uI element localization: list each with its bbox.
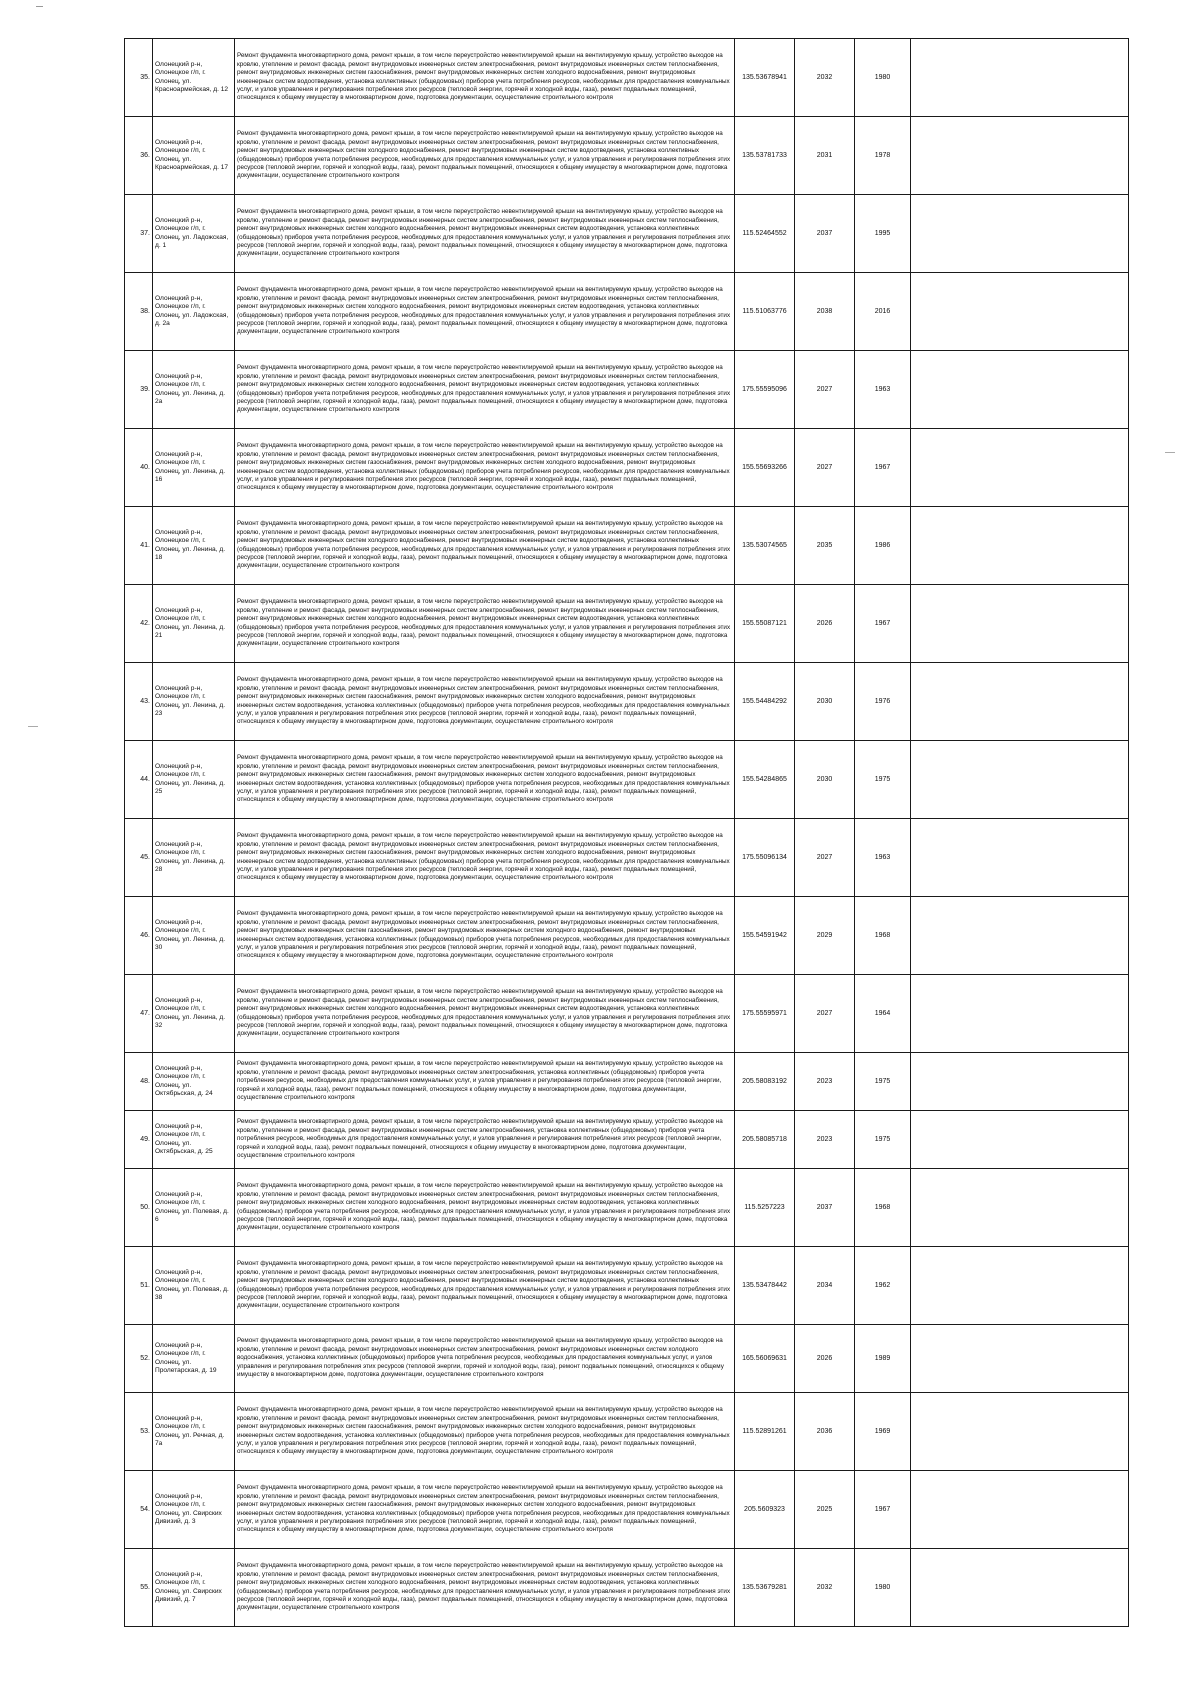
construction-year: 1995 xyxy=(855,195,911,273)
repair-works-list: Ремонт фундамента многоквартирного дома, ремонт крыши, в том числе переустройство невентилируемой крыши на вентилируемую крышу, устройство выходов на кровлю, утепление и ремонт фасада, ремонт внутридомовых инженерных систем электроснабжения, ремонт внутридомовых инженерных систем теплоснабжения, ремонт внутридомовых инженерных систем холодного водоснабжения, ремонт внутридомовых инженерных систем водоотведения, установка коллективных (общедомовых) приборов учета потребления ресурсов, необходимых для предоставления коммунальных услуг, и узлов управления и регулирования потребления этих ресурсов (тепловой энергии, горячей и холодной воды, газа), ремонт подвальных помещений, относящихся к общему имуществу в многоквартирном доме, подготовка документации, осуществление строительного контроля xyxy=(235,1169,735,1247)
house-address: Олонецкий р-н, Олонецкое г/п, г. Олонец, ул. Октябрьская, д. 25 xyxy=(153,1111,235,1169)
row-number: 53. xyxy=(125,1393,153,1471)
total-area: 165.56069631 xyxy=(735,1325,795,1393)
total-area: 175.55595096 xyxy=(735,351,795,429)
empty-cell xyxy=(911,1247,1129,1325)
repair-works-list: Ремонт фундамента многоквартирного дома, ремонт крыши, в том числе переустройство невентилируемой крыши на вентилируемую крышу, устройство выходов на кровлю, утепление и ремонт фасада, ремонт внутридомовых инженерных систем электроснабжения, установка коллективных (общедомовых) приборов учета потребления ресурсов, необходимых для предоставления коммунальных услуг, и узлов управления и регулирования потребления этих ресурсов (тепловой энергии, горячей и холодной воды, газа), ремонт подвальных помещений, относящихся к общему имуществу в многоквартирном доме, подготовка документации, осуществление строительного контроля xyxy=(235,1111,735,1169)
house-address: Олонецкий р-н, Олонецкое г/п, г. Олонец, ул. Ленина, д. 25 xyxy=(153,741,235,819)
repair-works-list: Ремонт фундамента многоквартирного дома, ремонт крыши, в том числе переустройство невентилируемой крыши на вентилируемую крышу, устройство выходов на кровлю, утепление и ремонт фасада, ремонт внутридомовых инженерных систем электроснабжения, ремонт внутридомовых инженерных систем теплоснабжения, ремонт внутридомовых инженерных систем холодного водоснабжения, ремонт внутридомовых инженерных систем водоотведения, установка коллективных (общедомовых) приборов учета потребления ресурсов, необходимых для предоставления коммунальных услуг, и узлов управления и регулирования потребления этих ресурсов (тепловой энергии, горячей и холодной воды, газа), ремонт подвальных помещений, относящихся к общему имуществу в многоквартирном доме, подготовка документации, осуществление строительного контроля xyxy=(235,975,735,1053)
total-area: 155.55087121 xyxy=(735,585,795,663)
planned-repair-year: 2037 xyxy=(795,195,855,273)
table-row xyxy=(125,273,1129,351)
row-number: 45. xyxy=(125,819,153,897)
house-address: Олонецкий р-н, Олонецкое г/п, г. Олонец, ул. Пролетарская, д. 19 xyxy=(153,1325,235,1393)
house-address: Олонецкий р-н, Олонецкое г/п, г. Олонец, ул. Полевая, д. 38 xyxy=(153,1247,235,1325)
row-number: 49. xyxy=(125,1111,153,1169)
empty-cell xyxy=(911,273,1129,351)
row-number: 38. xyxy=(125,273,153,351)
construction-year: 1978 xyxy=(855,117,911,195)
construction-year: 1968 xyxy=(855,1169,911,1247)
repair-works-list: Ремонт фундамента многоквартирного дома, ремонт крыши, в том числе переустройство невентилируемой крыши на вентилируемую крышу, устройство выходов на кровлю, утепление и ремонт фасада, ремонт внутридомовых инженерных систем электроснабжения, ремонт внутридомовых инженерных систем теплоснабжения, ремонт внутридомовых инженерных систем холодного водоснабжения, ремонт внутридомовых инженерных систем водоотведения, установка коллективных (общедомовых) приборов учета потребления ресурсов, необходимых для предоставления коммунальных услуг, и узлов управления и регулирования потребления этих ресурсов (тепловой энергии, горячей и холодной воды, газа), ремонт подвальных помещений, относящихся к общему имуществу в многоквартирном доме, подготовка документации, осуществление строительного контроля xyxy=(235,1247,735,1325)
planned-repair-year: 2031 xyxy=(795,117,855,195)
total-area: 155.54284865 xyxy=(735,741,795,819)
total-area: 175.55595971 xyxy=(735,975,795,1053)
table-row xyxy=(125,663,1129,741)
total-area: 205.5609323 xyxy=(735,1471,795,1549)
construction-year: 2016 xyxy=(855,273,911,351)
house-address: Олонецкий р-н, Олонецкое г/п, г. Олонец, ул. Ленина, д. 32 xyxy=(153,975,235,1053)
total-area: 135.53678941 xyxy=(735,39,795,117)
total-area: 155.55693266 xyxy=(735,429,795,507)
repair-works-list: Ремонт фундамента многоквартирного дома, ремонт крыши, в том числе переустройство невентилируемой крыши на вентилируемую крышу, устройство выходов на кровлю, утепление и ремонт фасада, ремонт внутридомовых инженерных систем электроснабжения, ремонт внутридомовых инженерных систем теплоснабжения, ремонт внутридомовых инженерных систем холодного водоснабжения, ремонт внутридомовых инженерных систем водоотведения, установка коллективных (общедомовых) приборов учета потребления ресурсов, необходимых для предоставления коммунальных услуг, и узлов управления и регулирования потребления этих ресурсов (тепловой энергии, горячей и холодной воды, газа), ремонт подвальных помещений, относящихся к общему имуществу в многоквартирном доме, подготовка документации, осуществление строительного контроля xyxy=(235,351,735,429)
repair-works-list: Ремонт фундамента многоквартирного дома, ремонт крыши, в том числе переустройство невентилируемой крыши на вентилируемую крышу, устройство выходов на кровлю, утепление и ремонт фасада, ремонт внутридомовых инженерных систем электроснабжения, установка коллективных (общедомовых) приборов учета потребления ресурсов, необходимых для предоставления коммунальных услуг, и узлов управления и регулирования потребления этих ресурсов (тепловой энергии, горячей и холодной воды, газа), ремонт подвальных помещений, относящихся к общему имуществу в многоквартирном доме, подготовка документации, осуществление строительного контроля xyxy=(235,1053,735,1111)
row-number: 48. xyxy=(125,1053,153,1111)
empty-cell xyxy=(911,1471,1129,1549)
planned-repair-year: 2029 xyxy=(795,897,855,975)
planned-repair-year: 2023 xyxy=(795,1111,855,1169)
empty-cell xyxy=(911,351,1129,429)
total-area: 135.53478442 xyxy=(735,1247,795,1325)
table-row xyxy=(125,507,1129,585)
row-number: 44. xyxy=(125,741,153,819)
planned-repair-year: 2027 xyxy=(795,351,855,429)
planned-repair-year: 2025 xyxy=(795,1471,855,1549)
table-row xyxy=(125,1549,1129,1627)
table-body xyxy=(125,39,1129,1627)
empty-cell xyxy=(911,1169,1129,1247)
repair-works-list: Ремонт фундамента многоквартирного дома, ремонт крыши, в том числе переустройство невентилируемой крыши на вентилируемую крышу, устройство выходов на кровлю, утепление и ремонт фасада, ремонт внутридомовых инженерных систем электроснабжения, ремонт внутридомовых инженерных систем теплоснабжения, ремонт внутридомовых инженерных систем газоснабжения, ремонт внутридомовых инженерных систем холодного водоснабжения, ремонт внутридомовых инженерных систем водоотведения, установка коллективных (общедомовых) приборов учета потребления ресурсов, необходимых для предоставления коммунальных услуг, и узлов управления и регулирования потребления этих ресурсов (тепловой энергии, горячей и холодной воды, газа), ремонт подвальных помещений, относящихся к общему имуществу в многоквартирном доме, подготовка документации, осуществление строительного контроля xyxy=(235,1393,735,1471)
table-row xyxy=(125,39,1129,117)
table-row xyxy=(125,741,1129,819)
total-area: 115.5257223 xyxy=(735,1169,795,1247)
total-area: 205.58085718 xyxy=(735,1111,795,1169)
table-row xyxy=(125,1169,1129,1247)
row-number: 36. xyxy=(125,117,153,195)
construction-year: 1989 xyxy=(855,1325,911,1393)
empty-cell xyxy=(911,897,1129,975)
row-number: 40. xyxy=(125,429,153,507)
row-number: 43. xyxy=(125,663,153,741)
house-address: Олонецкий р-н, Олонецкое г/п, г. Олонец, ул. Ладожская, д. 1 xyxy=(153,195,235,273)
construction-year: 1975 xyxy=(855,1111,911,1169)
planned-repair-year: 2023 xyxy=(795,1053,855,1111)
planned-repair-year: 2035 xyxy=(795,507,855,585)
house-address: Олонецкий р-н, Олонецкое г/п, г. Олонец, ул. Речная, д. 7а xyxy=(153,1393,235,1471)
row-number: 41. xyxy=(125,507,153,585)
total-area: 115.52464552 xyxy=(735,195,795,273)
house-address: Олонецкий р-н, Олонецкое г/п, г. Олонец, ул. Ленина, д. 30 xyxy=(153,897,235,975)
table-row xyxy=(125,117,1129,195)
construction-year: 1980 xyxy=(855,1549,911,1627)
empty-cell xyxy=(911,1053,1129,1111)
planned-repair-year: 2026 xyxy=(795,1325,855,1393)
repair-works-list: Ремонт фундамента многоквартирного дома, ремонт крыши, в том числе переустройство невентилируемой крыши на вентилируемую крышу, устройство выходов на кровлю, утепление и ремонт фасада, ремонт внутридомовых инженерных систем электроснабжения, ремонт внутридомовых инженерных систем теплоснабжения, ремонт внутридомовых инженерных систем холодного водоснабжения, ремонт внутридомовых инженерных систем водоотведения, установка коллективных (общедомовых) приборов учета потребления ресурсов, необходимых для предоставления коммунальных услуг, и узлов управления и регулирования потребления этих ресурсов (тепловой энергии, горячей и холодной воды, газа), ремонт подвальных помещений, относящихся к общему имуществу в многоквартирном доме, подготовка документации, осуществление строительного контроля xyxy=(235,273,735,351)
planned-repair-year: 2034 xyxy=(795,1247,855,1325)
empty-cell xyxy=(911,663,1129,741)
total-area: 115.52891261 xyxy=(735,1393,795,1471)
empty-cell xyxy=(911,507,1129,585)
scan-edge-mark-left xyxy=(28,726,38,727)
repair-works-list: Ремонт фундамента многоквартирного дома, ремонт крыши, в том числе переустройство невентилируемой крыши на вентилируемую крышу, устройство выходов на кровлю, утепление и ремонт фасада, ремонт внутридомовых инженерных систем электроснабжения, ремонт внутридомовых инженерных систем теплоснабжения, ремонт внутридомовых инженерных систем холодного водоснабжения, ремонт внутридомовых инженерных систем водоотведения, установка коллективных (общедомовых) приборов учета потребления ресурсов, необходимых для предоставления коммунальных услуг, и узлов управления и регулирования потребления этих ресурсов (тепловой энергии, горячей и холодной воды, газа), ремонт подвальных помещений, относящихся к общему имуществу в многоквартирном доме, подготовка документации, осуществление строительного контроля xyxy=(235,117,735,195)
house-address: Олонецкий р-н, Олонецкое г/п, г. Олонец, ул. Ленина, д. 23 xyxy=(153,663,235,741)
house-address: Олонецкий р-н, Олонецкое г/п, г. Олонец, ул. Ленина, д. 16 xyxy=(153,429,235,507)
planned-repair-year: 2038 xyxy=(795,273,855,351)
house-address: Олонецкий р-н, Олонецкое г/п, г. Олонец, ул. Свирских Дивизий, д. 7 xyxy=(153,1549,235,1627)
table-row xyxy=(125,429,1129,507)
repair-works-list: Ремонт фундамента многоквартирного дома, ремонт крыши, в том числе переустройство невентилируемой крыши на вентилируемую крышу, устройство выходов на кровлю, утепление и ремонт фасада, ремонт внутридомовых инженерных систем электроснабжения, ремонт внутридомовых инженерных систем холодного водоснабжения, установка коллективных (общедомовых) приборов учета потребления ресурсов, необходимых для предоставления коммунальных услуг, и узлов управления и регулирования потребления этих ресурсов (тепловой энергии, горячей и холодной воды, газа), ремонт подвальных помещений, относящихся к общему имуществу в многоквартирном доме, подготовка документации, осуществление строительного контроля xyxy=(235,1325,735,1393)
house-address: Олонецкий р-н, Олонецкое г/п, г. Олонец, ул. Ленина, д. 18 xyxy=(153,507,235,585)
empty-cell xyxy=(911,117,1129,195)
repair-works-list: Ремонт фундамента многоквартирного дома, ремонт крыши, в том числе переустройство невентилируемой крыши на вентилируемую крышу, устройство выходов на кровлю, утепление и ремонт фасада, ремонт внутридомовых инженерных систем электроснабжения, ремонт внутридомовых инженерных систем теплоснабжения, ремонт внутридомовых инженерных систем газоснабжения, ремонт внутридомовых инженерных систем холодного водоснабжения, ремонт внутридомовых инженерных систем водоотведения, установка коллективных (общедомовых) приборов учета потребления ресурсов, необходимых для предоставления коммунальных услуг, и узлов управления и регулирования потребления этих ресурсов (тепловой энергии, горячей и холодной воды, газа), ремонт подвальных помещений, относящихся к общему имуществу в многоквартирном доме, подготовка документации, осуществление строительного контроля xyxy=(235,897,735,975)
house-address: Олонецкий р-н, Олонецкое г/п, г. Олонец, ул. Полевая, д. 6 xyxy=(153,1169,235,1247)
construction-year: 1963 xyxy=(855,819,911,897)
total-area: 205.58083192 xyxy=(735,1053,795,1111)
table-row xyxy=(125,975,1129,1053)
planned-repair-year: 2030 xyxy=(795,663,855,741)
house-address: Олонецкий р-н, Олонецкое г/п, г. Олонец, ул. Ленина, д. 2а xyxy=(153,351,235,429)
scan-edge-mark xyxy=(36,6,43,12)
table-row xyxy=(125,1111,1129,1169)
table-row xyxy=(125,1325,1129,1393)
house-address: Олонецкий р-н, Олонецкое г/п, г. Олонец, ул. Октябрьская, д. 24 xyxy=(153,1053,235,1111)
house-address: Олонецкий р-н, Олонецкое г/п, г. Олонец, ул. Красноармейская, д. 17 xyxy=(153,117,235,195)
empty-cell xyxy=(911,1393,1129,1471)
row-number: 54. xyxy=(125,1471,153,1549)
total-area: 135.53679281 xyxy=(735,1549,795,1627)
table-row xyxy=(125,897,1129,975)
row-number: 55. xyxy=(125,1549,153,1627)
total-area: 175.55096134 xyxy=(735,819,795,897)
house-address: Олонецкий р-н, Олонецкое г/п, г. Олонец, ул. Красноармейская, д. 12 xyxy=(153,39,235,117)
construction-year: 1967 xyxy=(855,1471,911,1549)
table-row xyxy=(125,351,1129,429)
construction-year: 1975 xyxy=(855,1053,911,1111)
empty-cell xyxy=(911,585,1129,663)
table-row xyxy=(125,819,1129,897)
construction-year: 1964 xyxy=(855,975,911,1053)
row-number: 47. xyxy=(125,975,153,1053)
repair-works-list: Ремонт фундамента многоквартирного дома, ремонт крыши, в том числе переустройство невентилируемой крыши на вентилируемую крышу, устройство выходов на кровлю, утепление и ремонт фасада, ремонт внутридомовых инженерных систем электроснабжения, ремонт внутридомовых инженерных систем теплоснабжения, ремонт внутридомовых инженерных систем холодного водоснабжения, ремонт внутридомовых инженерных систем водоотведения, установка коллективных (общедомовых) приборов учета потребления ресурсов, необходимых для предоставления коммунальных услуг, и узлов управления и регулирования потребления этих ресурсов (тепловой энергии, горячей и холодной воды, газа), ремонт подвальных помещений, относящихся к общему имуществу в многоквартирном доме, подготовка документации, осуществление строительного контроля xyxy=(235,195,735,273)
repair-works-list: Ремонт фундамента многоквартирного дома, ремонт крыши, в том числе переустройство невентилируемой крыши на вентилируемую крышу, устройство выходов на кровлю, утепление и ремонт фасада, ремонт внутридомовых инженерных систем электроснабжения, ремонт внутридомовых инженерных систем теплоснабжения, ремонт внутридомовых инженерных систем газоснабжения, ремонт внутридомовых инженерных систем холодного водоснабжения, ремонт внутридомовых инженерных систем водоотведения, установка коллективных (общедомовых) приборов учета потребления ресурсов, необходимых для предоставления коммунальных услуг, и узлов управления и регулирования потребления этих ресурсов (тепловой энергии, горячей и холодной воды, газа), ремонт подвальных помещений, относящихся к общему имуществу в многоквартирном доме, подготовка документации, осуществление строительного контроля xyxy=(235,429,735,507)
house-address: Олонецкий р-н, Олонецкое г/п, г. Олонец, ул. Ладожская, д. 2а xyxy=(153,273,235,351)
table-row xyxy=(125,195,1129,273)
total-area: 155.54484292 xyxy=(735,663,795,741)
total-area: 155.54591942 xyxy=(735,897,795,975)
table-row xyxy=(125,1053,1129,1111)
repair-works-list: Ремонт фундамента многоквартирного дома, ремонт крыши, в том числе переустройство невентилируемой крыши на вентилируемую крышу, устройство выходов на кровлю, утепление и ремонт фасада, ремонт внутридомовых инженерных систем электроснабжения, ремонт внутридомовых инженерных систем теплоснабжения, ремонт внутридомовых инженерных систем газоснабжения, ремонт внутридомовых инженерных систем холодного водоснабжения, ремонт внутридомовых инженерных систем водоотведения, установка коллективных (общедомовых) приборов учета потребления ресурсов, необходимых для предоставления коммунальных услуг, и узлов управления и регулирования потребления этих ресурсов (тепловой энергии, горячей и холодной воды, газа), ремонт подвальных помещений, относящихся к общему имуществу в многоквартирном доме, подготовка документации, осуществление строительного контроля xyxy=(235,819,735,897)
construction-year: 1967 xyxy=(855,585,911,663)
scan-edge-mark-right xyxy=(1165,452,1175,453)
table-row xyxy=(125,1247,1129,1325)
empty-cell xyxy=(911,1549,1129,1627)
row-number: 42. xyxy=(125,585,153,663)
total-area: 115.51063776 xyxy=(735,273,795,351)
empty-cell xyxy=(911,195,1129,273)
row-number: 52. xyxy=(125,1325,153,1393)
repair-works-list: Ремонт фундамента многоквартирного дома, ремонт крыши, в том числе переустройство невентилируемой крыши на вентилируемую крышу, устройство выходов на кровлю, утепление и ремонт фасада, ремонт внутридомовых инженерных систем электроснабжения, ремонт внутридомовых инженерных систем теплоснабжения, ремонт внутридомовых инженерных систем газоснабжения, ремонт внутридомовых инженерных систем холодного водоснабжения, ремонт внутридомовых инженерных систем водоотведения, установка коллективных (общедомовых) приборов учета потребления ресурсов, необходимых для предоставления коммунальных услуг, и узлов управления и регулирования потребления этих ресурсов (тепловой энергии, горячей и холодной воды, газа), ремонт подвальных помещений, относящихся к общему имуществу в многоквартирном доме, подготовка документации, осуществление строительного контроля xyxy=(235,39,735,117)
planned-repair-year: 2026 xyxy=(795,585,855,663)
construction-year: 1986 xyxy=(855,507,911,585)
row-number: 46. xyxy=(125,897,153,975)
planned-repair-year: 2030 xyxy=(795,741,855,819)
construction-year: 1969 xyxy=(855,1393,911,1471)
construction-year: 1980 xyxy=(855,39,911,117)
repair-works-list: Ремонт фундамента многоквартирного дома, ремонт крыши, в том числе переустройство невентилируемой крыши на вентилируемую крышу, устройство выходов на кровлю, утепление и ремонт фасада, ремонт внутридомовых инженерных систем электроснабжения, ремонт внутридомовых инженерных систем теплоснабжения, ремонт внутридомовых инженерных систем газоснабжения, ремонт внутридомовых инженерных систем холодного водоснабжения, ремонт внутридомовых инженерных систем водоотведения, установка коллективных (общедомовых) приборов учета потребления ресурсов, необходимых для предоставления коммунальных услуг, и узлов управления и регулирования потребления этих ресурсов (тепловой энергии, горячей и холодной воды, газа), ремонт подвальных помещений, относящихся к общему имуществу в многоквартирном доме, подготовка документации, осуществление строительного контроля xyxy=(235,663,735,741)
construction-year: 1976 xyxy=(855,663,911,741)
table-row xyxy=(125,1393,1129,1471)
construction-year: 1967 xyxy=(855,429,911,507)
repair-works-list: Ремонт фундамента многоквартирного дома, ремонт крыши, в том числе переустройство невентилируемой крыши на вентилируемую крышу, устройство выходов на кровлю, утепление и ремонт фасада, ремонт внутридомовых инженерных систем электроснабжения, ремонт внутридомовых инженерных систем теплоснабжения, ремонт внутридомовых инженерных систем холодного водоснабжения, ремонт внутридомовых инженерных систем водоотведения, установка коллективных (общедомовых) приборов учета потребления ресурсов, необходимых для предоставления коммунальных услуг, и узлов управления и регулирования потребления этих ресурсов (тепловой энергии, горячей и холодной воды, газа), ремонт подвальных помещений, относящихся к общему имуществу в многоквартирном доме, подготовка документации, осуществление строительного контроля xyxy=(235,585,735,663)
total-area: 135.53781733 xyxy=(735,117,795,195)
house-address: Олонецкий р-н, Олонецкое г/п, г. Олонец, ул. Ленина, д. 21 xyxy=(153,585,235,663)
repair-works-list: Ремонт фундамента многоквартирного дома, ремонт крыши, в том числе переустройство невентилируемой крыши на вентилируемую крышу, устройство выходов на кровлю, утепление и ремонт фасада, ремонт внутридомовых инженерных систем электроснабжения, ремонт внутридомовых инженерных систем теплоснабжения, ремонт внутридомовых инженерных систем газоснабжения, ремонт внутридомовых инженерных систем холодного водоснабжения, ремонт внутридомовых инженерных систем водоотведения, установка коллективных (общедомовых) приборов учета потребления ресурсов, необходимых для предоставления коммунальных услуг, и узлов управления и регулирования потребления этих ресурсов (тепловой энергии, горячей и холодной воды, газа), ремонт подвальных помещений, относящихся к общему имуществу в многоквартирном доме, подготовка документации, осуществление строительного контроля xyxy=(235,1471,735,1549)
total-area: 135.53074565 xyxy=(735,507,795,585)
planned-repair-year: 2027 xyxy=(795,975,855,1053)
row-number: 37. xyxy=(125,195,153,273)
row-number: 50. xyxy=(125,1169,153,1247)
empty-cell xyxy=(911,819,1129,897)
construction-year: 1963 xyxy=(855,351,911,429)
table-row xyxy=(125,585,1129,663)
planned-repair-year: 2027 xyxy=(795,429,855,507)
row-number: 51. xyxy=(125,1247,153,1325)
table-row xyxy=(125,1471,1129,1549)
empty-cell xyxy=(911,741,1129,819)
empty-cell xyxy=(911,429,1129,507)
planned-repair-year: 2036 xyxy=(795,1393,855,1471)
repair-works-list: Ремонт фундамента многоквартирного дома, ремонт крыши, в том числе переустройство невентилируемой крыши на вентилируемую крышу, устройство выходов на кровлю, утепление и ремонт фасада, ремонт внутридомовых инженерных систем электроснабжения, ремонт внутридомовых инженерных систем теплоснабжения, ремонт внутридомовых инженерных систем холодного водоснабжения, ремонт внутридомовых инженерных систем водоотведения, установка коллективных (общедомовых) приборов учета потребления ресурсов, необходимых для предоставления коммунальных услуг, и узлов управления и регулирования потребления этих ресурсов (тепловой энергии, горячей и холодной воды, газа), ремонт подвальных помещений, относящихся к общему имуществу в многоквартирном доме, подготовка документации, осуществление строительного контроля xyxy=(235,507,735,585)
row-number: 39. xyxy=(125,351,153,429)
house-address: Олонецкий р-н, Олонецкое г/п, г. Олонец, ул. Ленина, д. 28 xyxy=(153,819,235,897)
construction-year: 1975 xyxy=(855,741,911,819)
house-address: Олонецкий р-н, Олонецкое г/п, г. Олонец, ул. Свирских Дивизий, д. 3 xyxy=(153,1471,235,1549)
repair-works-list: Ремонт фундамента многоквартирного дома, ремонт крыши, в том числе переустройство невентилируемой крыши на вентилируемую крышу, устройство выходов на кровлю, утепление и ремонт фасада, ремонт внутридомовых инженерных систем электроснабжения, ремонт внутридомовых инженерных систем теплоснабжения, ремонт внутридомовых инженерных систем холодного водоснабжения, ремонт внутридомовых инженерных систем водоотведения, установка коллективных (общедомовых) приборов учета потребления ресурсов, необходимых для предоставления коммунальных услуг, и узлов управления и регулирования потребления этих ресурсов (тепловой энергии, горячей и холодной воды, газа), ремонт подвальных помещений, относящихся к общему имуществу в многоквартирном доме, подготовка документации, осуществление строительного контроля xyxy=(235,1549,735,1627)
empty-cell xyxy=(911,1111,1129,1169)
construction-year: 1962 xyxy=(855,1247,911,1325)
empty-cell xyxy=(911,1325,1129,1393)
repair-works-list: Ремонт фундамента многоквартирного дома, ремонт крыши, в том числе переустройство невентилируемой крыши на вентилируемую крышу, устройство выходов на кровлю, утепление и ремонт фасада, ремонт внутридомовых инженерных систем электроснабжения, ремонт внутридомовых инженерных систем теплоснабжения, ремонт внутридомовых инженерных систем газоснабжения, ремонт внутридомовых инженерных систем холодного водоснабжения, ремонт внутридомовых инженерных систем водоотведения, установка коллективных (общедомовых) приборов учета потребления ресурсов, необходимых для предоставления коммунальных услуг, и узлов управления и регулирования потребления этих ресурсов (тепловой энергии, горячей и холодной воды, газа), ремонт подвальных помещений, относящихся к общему имуществу в многоквартирном доме, подготовка документации, осуществление строительного контроля xyxy=(235,741,735,819)
planned-repair-year: 2037 xyxy=(795,1169,855,1247)
row-number: 35. xyxy=(125,39,153,117)
planned-repair-year: 2032 xyxy=(795,1549,855,1627)
planned-repair-year: 2027 xyxy=(795,819,855,897)
empty-cell xyxy=(911,39,1129,117)
capital-repair-table xyxy=(124,38,1129,1627)
planned-repair-year: 2032 xyxy=(795,39,855,117)
construction-year: 1968 xyxy=(855,897,911,975)
empty-cell xyxy=(911,975,1129,1053)
